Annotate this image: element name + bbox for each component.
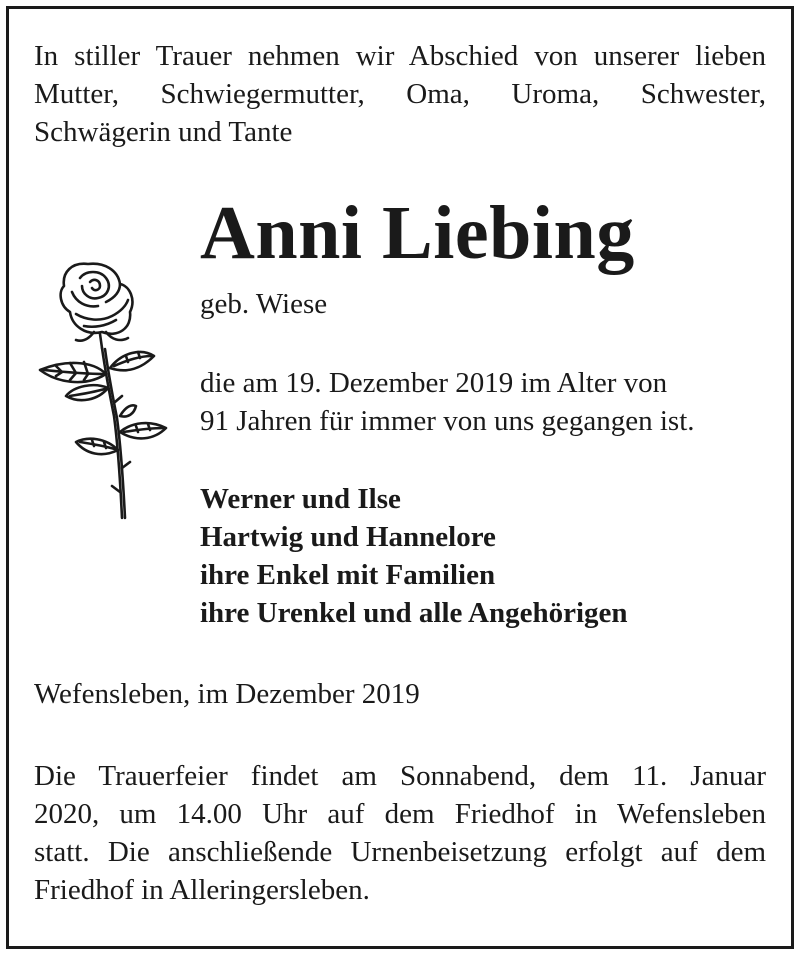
deceased-name: Anni Liebing — [200, 191, 635, 275]
funeral-info-line: statt. Die anschließende Urnenbeisetzung erfolgt auf dem — [34, 836, 766, 868]
mourner-entry: Hartwig und Hannelore — [200, 521, 496, 553]
birth-name: geb. Wiese — [200, 288, 328, 320]
funeral-info — [34, 757, 766, 909]
mourner-entry: ihre Enkel mit Familien — [200, 559, 496, 591]
death-notice-line: die am 19. Dezember 2019 im Alter von — [200, 367, 668, 399]
funeral-info-line: Friedhof in Alleringersleben. — [34, 874, 370, 906]
mourner-entry: Werner und Ilse — [200, 483, 401, 515]
mourners-list — [200, 480, 628, 632]
mourner-entry: ihre Urenkel und alle Angehörigen — [200, 597, 628, 629]
intro-line: Mutter, Schwiegermutter, Oma, Uroma, Schwester, — [34, 78, 766, 110]
death-notice-line: 91 Jahren für immer von uns gegangen ist. — [200, 405, 695, 437]
funeral-info-line: Die Trauerfeier findet am Sonnabend, dem 11. Januar — [34, 760, 766, 792]
place-date: Wefensleben, im Dezember 2019 — [34, 678, 420, 710]
death-notice — [200, 364, 695, 440]
rose-icon — [36, 256, 176, 526]
intro-line: In stiller Trauer nehmen wir Abschied von unserer lieben — [34, 40, 766, 72]
intro-text — [34, 37, 766, 151]
funeral-info-line: 2020, um 14.00 Uhr auf dem Friedhof in Wefensleben — [34, 798, 766, 830]
intro-line: Schwägerin und Tante — [34, 116, 293, 148]
